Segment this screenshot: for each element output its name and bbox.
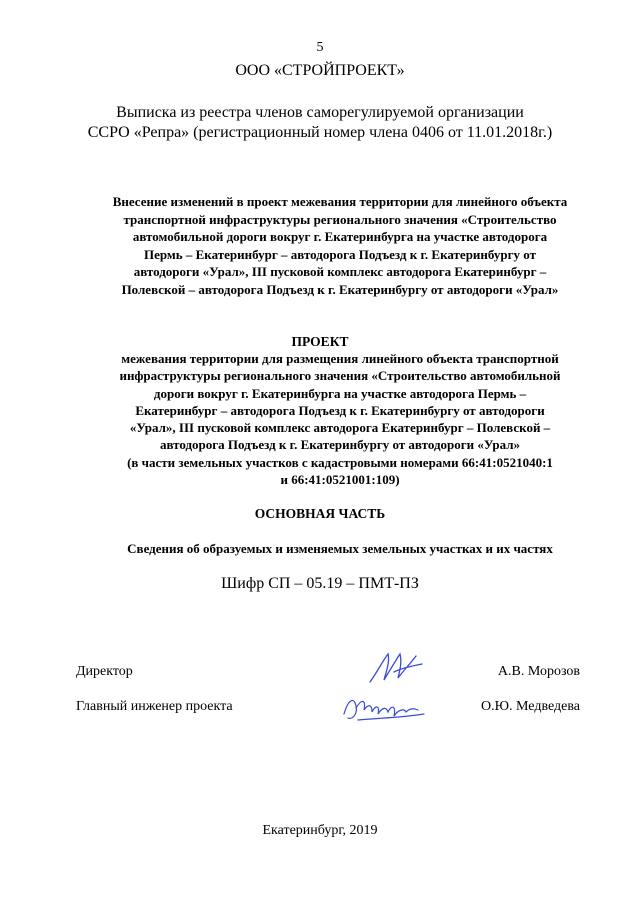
project-heading: ПРОЕКТ: [291, 334, 349, 349]
registry-line-1: Выписка из реестра членов саморегулируемой организации: [116, 104, 524, 121]
page-number: 5: [316, 40, 324, 55]
project-line: «Урал», III пусковой комплекс автодорога Екатеринбург – Полевской –: [129, 420, 551, 436]
project-line: автодорога Подъезд к г. Екатеринбургу от автодороги «Урал»: [159, 437, 521, 453]
amendment-line: автодороги «Урал», III пусковой комплекс автодорога Екатеринбург –: [133, 264, 547, 279]
director-name: А.В. Морозов: [497, 664, 580, 679]
project-line: Екатеринбург – автодорога Подъезд к г. Екатеринбургу от автодороги: [135, 402, 545, 418]
project-line: (в части земельных участков с кадастровыми номерами 66:41:0521040:1: [127, 454, 553, 470]
document-cipher: Шифр СП – 05.19 – ПМТ-ПЗ: [221, 575, 419, 592]
registry-statement: [0, 103, 640, 143]
amendment-title: [70, 193, 610, 298]
director-signature: [360, 648, 432, 688]
main-part-heading: ОСНОВНАЯ ЧАСТЬ: [254, 506, 386, 521]
engineer-signature: [338, 690, 430, 726]
project-line: межевания территории для размещения линейного объекта транспортной: [121, 351, 559, 366]
city-and-year: Екатеринбург, 2019: [262, 823, 378, 838]
amendment-line: транспортной инфраструктуры регионального значения «Строительство: [123, 211, 557, 227]
director-role: Директор: [76, 664, 133, 679]
company-name: ООО «СТРОЙПРОЕКТ»: [235, 62, 405, 79]
project-description: [80, 350, 600, 488]
project-line: инфраструктуры регионального значения «Строительство автомобильной: [119, 368, 561, 384]
engineer-name: О.Ю. Медведева: [481, 699, 580, 714]
engineer-role: Главный инженер проекта: [76, 699, 233, 714]
amendment-line: автомобильной дороги вокруг г. Екатеринбурга на участке автодорога: [132, 229, 548, 244]
project-line: дороги вокруг г. Екатеринбурга на участке автодорога Пермь –: [153, 385, 527, 401]
section-subtitle: Сведения об образуемых и изменяемых земельных участках и их частях: [127, 541, 553, 556]
amendment-line: Полевской – автодорога Подъезд к г. Екатеринбургу от автодороги «Урал»: [121, 281, 559, 297]
amendment-line: Пермь – Екатеринбург – автодорога Подъезд к г. Екатеринбургу от: [143, 246, 537, 262]
project-line: и 66:41:0521001:109): [280, 472, 400, 488]
amendment-line: Внесение изменений в проект межевания территории для линейного объекта: [112, 194, 568, 209]
registry-line-2: ССРО «Репра» (регистрационный номер члена 0406 от 11.01.2018г.): [87, 124, 553, 141]
